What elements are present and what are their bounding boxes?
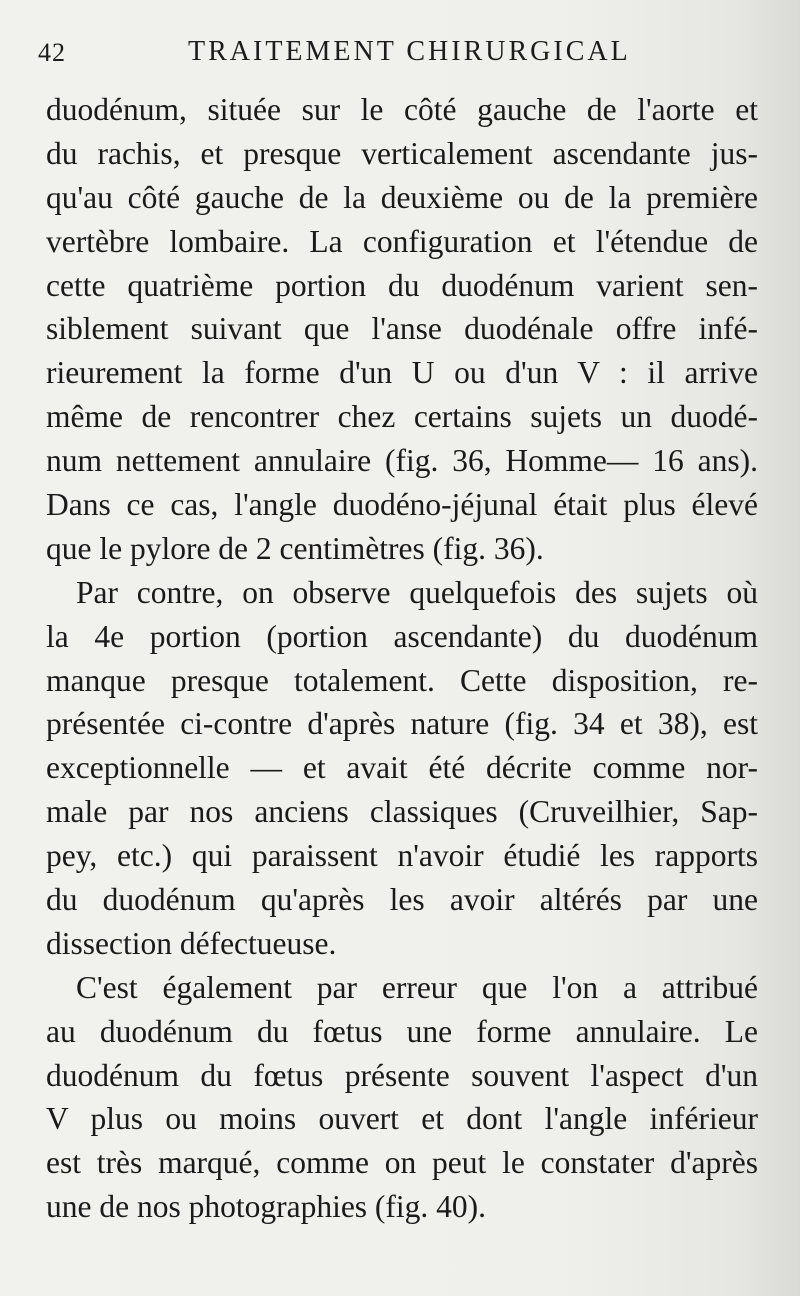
- text-line: qu'au côté gauche de la deuxième ou de la première: [46, 179, 758, 215]
- page-number: 42: [38, 38, 66, 67]
- text-line: C'est également par erreur que l'on a attribué: [76, 969, 758, 1005]
- running-head: TRAITEMENT CHIRURGICAL: [188, 36, 631, 67]
- text-line: est très marqué, comme on peut le constater d'après: [46, 1145, 758, 1181]
- text-line: la 4e portion (portion ascendante) du duodénum: [46, 618, 758, 654]
- text-line: pey, etc.) qui paraissent n'avoir étudié les rapports: [46, 838, 758, 874]
- text-line: même de rencontrer chez certains sujets un duodé-: [46, 399, 758, 435]
- text-line: au duodénum du fœtus une forme annulaire. Le: [46, 1013, 758, 1049]
- text-line: Par contre, on observe quelquefois des sujets où: [76, 574, 758, 610]
- text-line: num nettement annulaire (fig. 36, Homme— 16 ans).: [46, 443, 758, 479]
- text-line: du duodénum qu'après les avoir altérés par une: [46, 882, 758, 918]
- body-text: [46, 88, 758, 1229]
- text-line: que le pylore de 2 centimètres (fig. 36).: [46, 530, 544, 566]
- text-line: exceptionnelle — et avait été décrite comme nor-: [46, 750, 758, 786]
- text-line: une de nos photographies (fig. 40).: [46, 1189, 487, 1225]
- text-line: présentée ci-contre d'après nature (fig. 34 et 38), est: [46, 706, 758, 742]
- text-line: duodénum, située sur le côté gauche de l'aorte et: [46, 92, 758, 127]
- text-line: dissection défectueuse.: [46, 925, 337, 961]
- text-line: male par nos anciens classiques (Cruveilhier, Sap-: [46, 794, 758, 830]
- text-line: duodénum du fœtus présente souvent l'aspect d'un: [46, 1057, 758, 1093]
- text-line: Dans ce cas, l'angle duodéno-jéjunal était plus élevé: [46, 487, 758, 523]
- text-line: rieurement la forme d'un U ou d'un V : il arrive: [46, 355, 758, 391]
- text-line: cette quatrième portion du duodénum varient sen-: [46, 267, 758, 303]
- text-line: manque presque totalement. Cette disposition, re-: [46, 662, 758, 698]
- text-line: siblement suivant que l'anse duodénale offre infé-: [46, 311, 758, 347]
- text-line: du rachis, et presque verticalement ascendante jus-: [46, 135, 758, 171]
- text-line: V plus ou moins ouvert et dont l'angle inférieur: [46, 1101, 758, 1137]
- text-line: vertèbre lombaire. La configuration et l'étendue de: [46, 223, 758, 259]
- page-header: [38, 34, 758, 74]
